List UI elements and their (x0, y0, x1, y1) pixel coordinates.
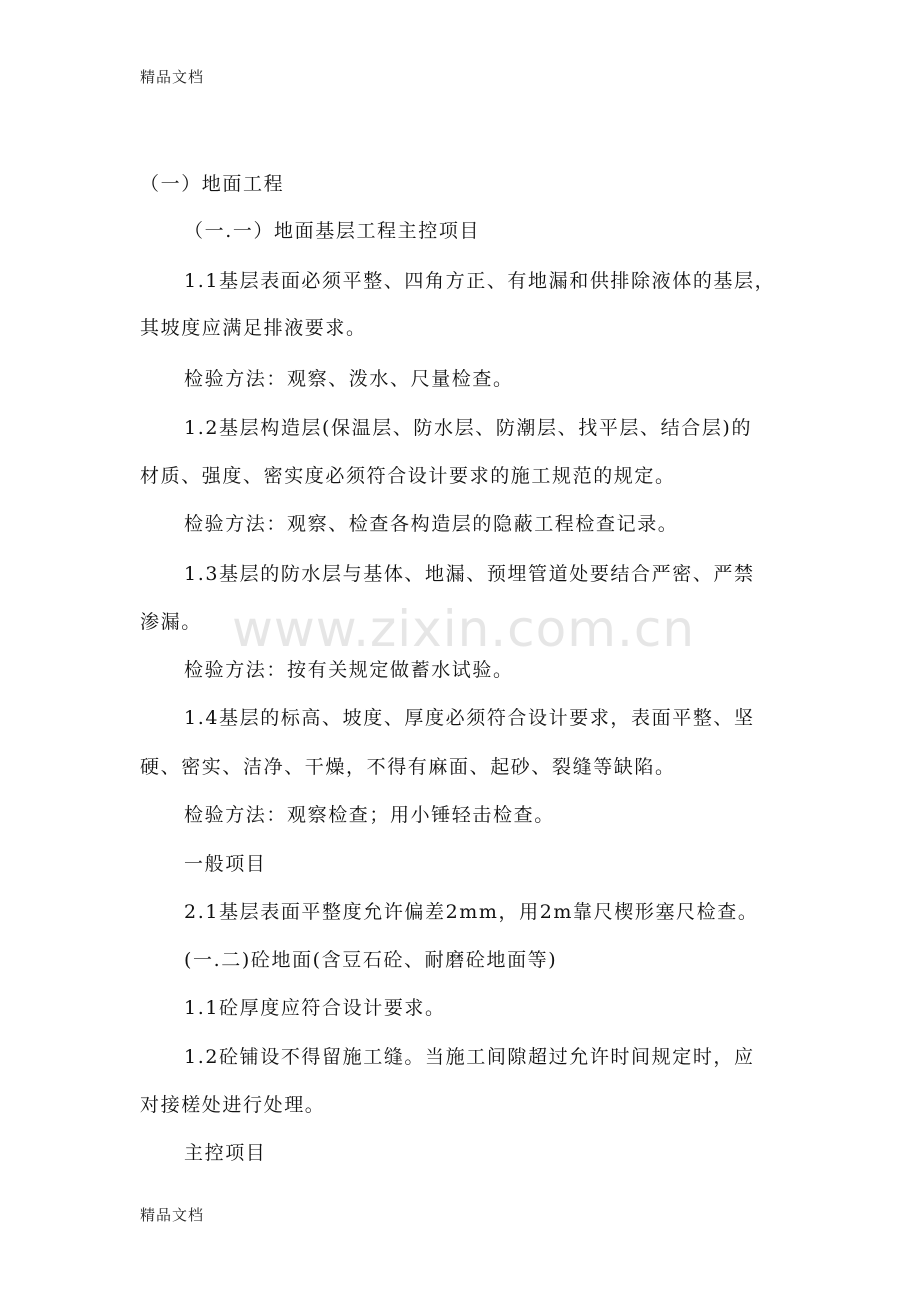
general-items-heading: 一般项目 (184, 853, 267, 875)
paragraph-line: 渗漏。 (140, 611, 202, 633)
method-line: 检验方法：观察、检查各构造层的隐蔽工程检查记录。 (184, 513, 679, 535)
main-items-heading: 主控项目 (184, 1142, 267, 1164)
paragraph-line: 1.1砼厚度应符合设计要求。 (184, 997, 446, 1019)
subsection-title: (一.二)砼地面(含豆石砼、耐磨砼地面等) (184, 949, 558, 971)
paragraph-line: 材质、强度、密实度必须符合设计要求的施工规范的规定。 (140, 465, 676, 487)
paragraph-line: 1.2基层构造层(保温层、防水层、防潮层、找平层、结合层)的 (184, 417, 753, 439)
method-line: 检验方法：按有关规定做蓄水试验。 (184, 659, 514, 681)
page-header-label: 精品文档 (140, 68, 205, 86)
method-line: 检验方法：观察、泼水、尺量检查。 (184, 368, 514, 390)
paragraph-line: 1.4基层的标高、坡度、厚度必须符合设计要求，表面平整、坚 (184, 707, 755, 729)
paragraph-line: 2.1基层表面平整度允许偏差2mm，用2m靠尺楔形塞尺检查。 (184, 901, 759, 923)
page-footer-label: 精品文档 (140, 1206, 205, 1224)
paragraph-line: 1.3基层的防水层与基体、地漏、预埋管道处要结合严密、严禁 (184, 563, 755, 585)
subsection-title: （一.一）地面基层工程主控项目 (184, 220, 481, 242)
paragraph-line: 其坡度应满足排液要求。 (140, 317, 367, 339)
paragraph-line: 1.2砼铺设不得留施工缝。当施工间隙超过允许时间规定时，应 (184, 1046, 755, 1068)
paragraph-line: 对接槎处进行处理。 (140, 1094, 326, 1116)
paragraph-line: 1.1基层表面必须平整、四角方正、有地漏和供排除液体的基层， (184, 270, 776, 292)
paragraph-line: 硬、密实、洁净、干燥，不得有麻面、起砂、裂缝等缺陷。 (140, 756, 676, 778)
watermark: www.zixin.com.cn (232, 600, 696, 658)
section-title: （一）地面工程 (140, 173, 285, 195)
method-line: 检验方法：观察检查；用小锤轻击检查。 (184, 804, 555, 826)
